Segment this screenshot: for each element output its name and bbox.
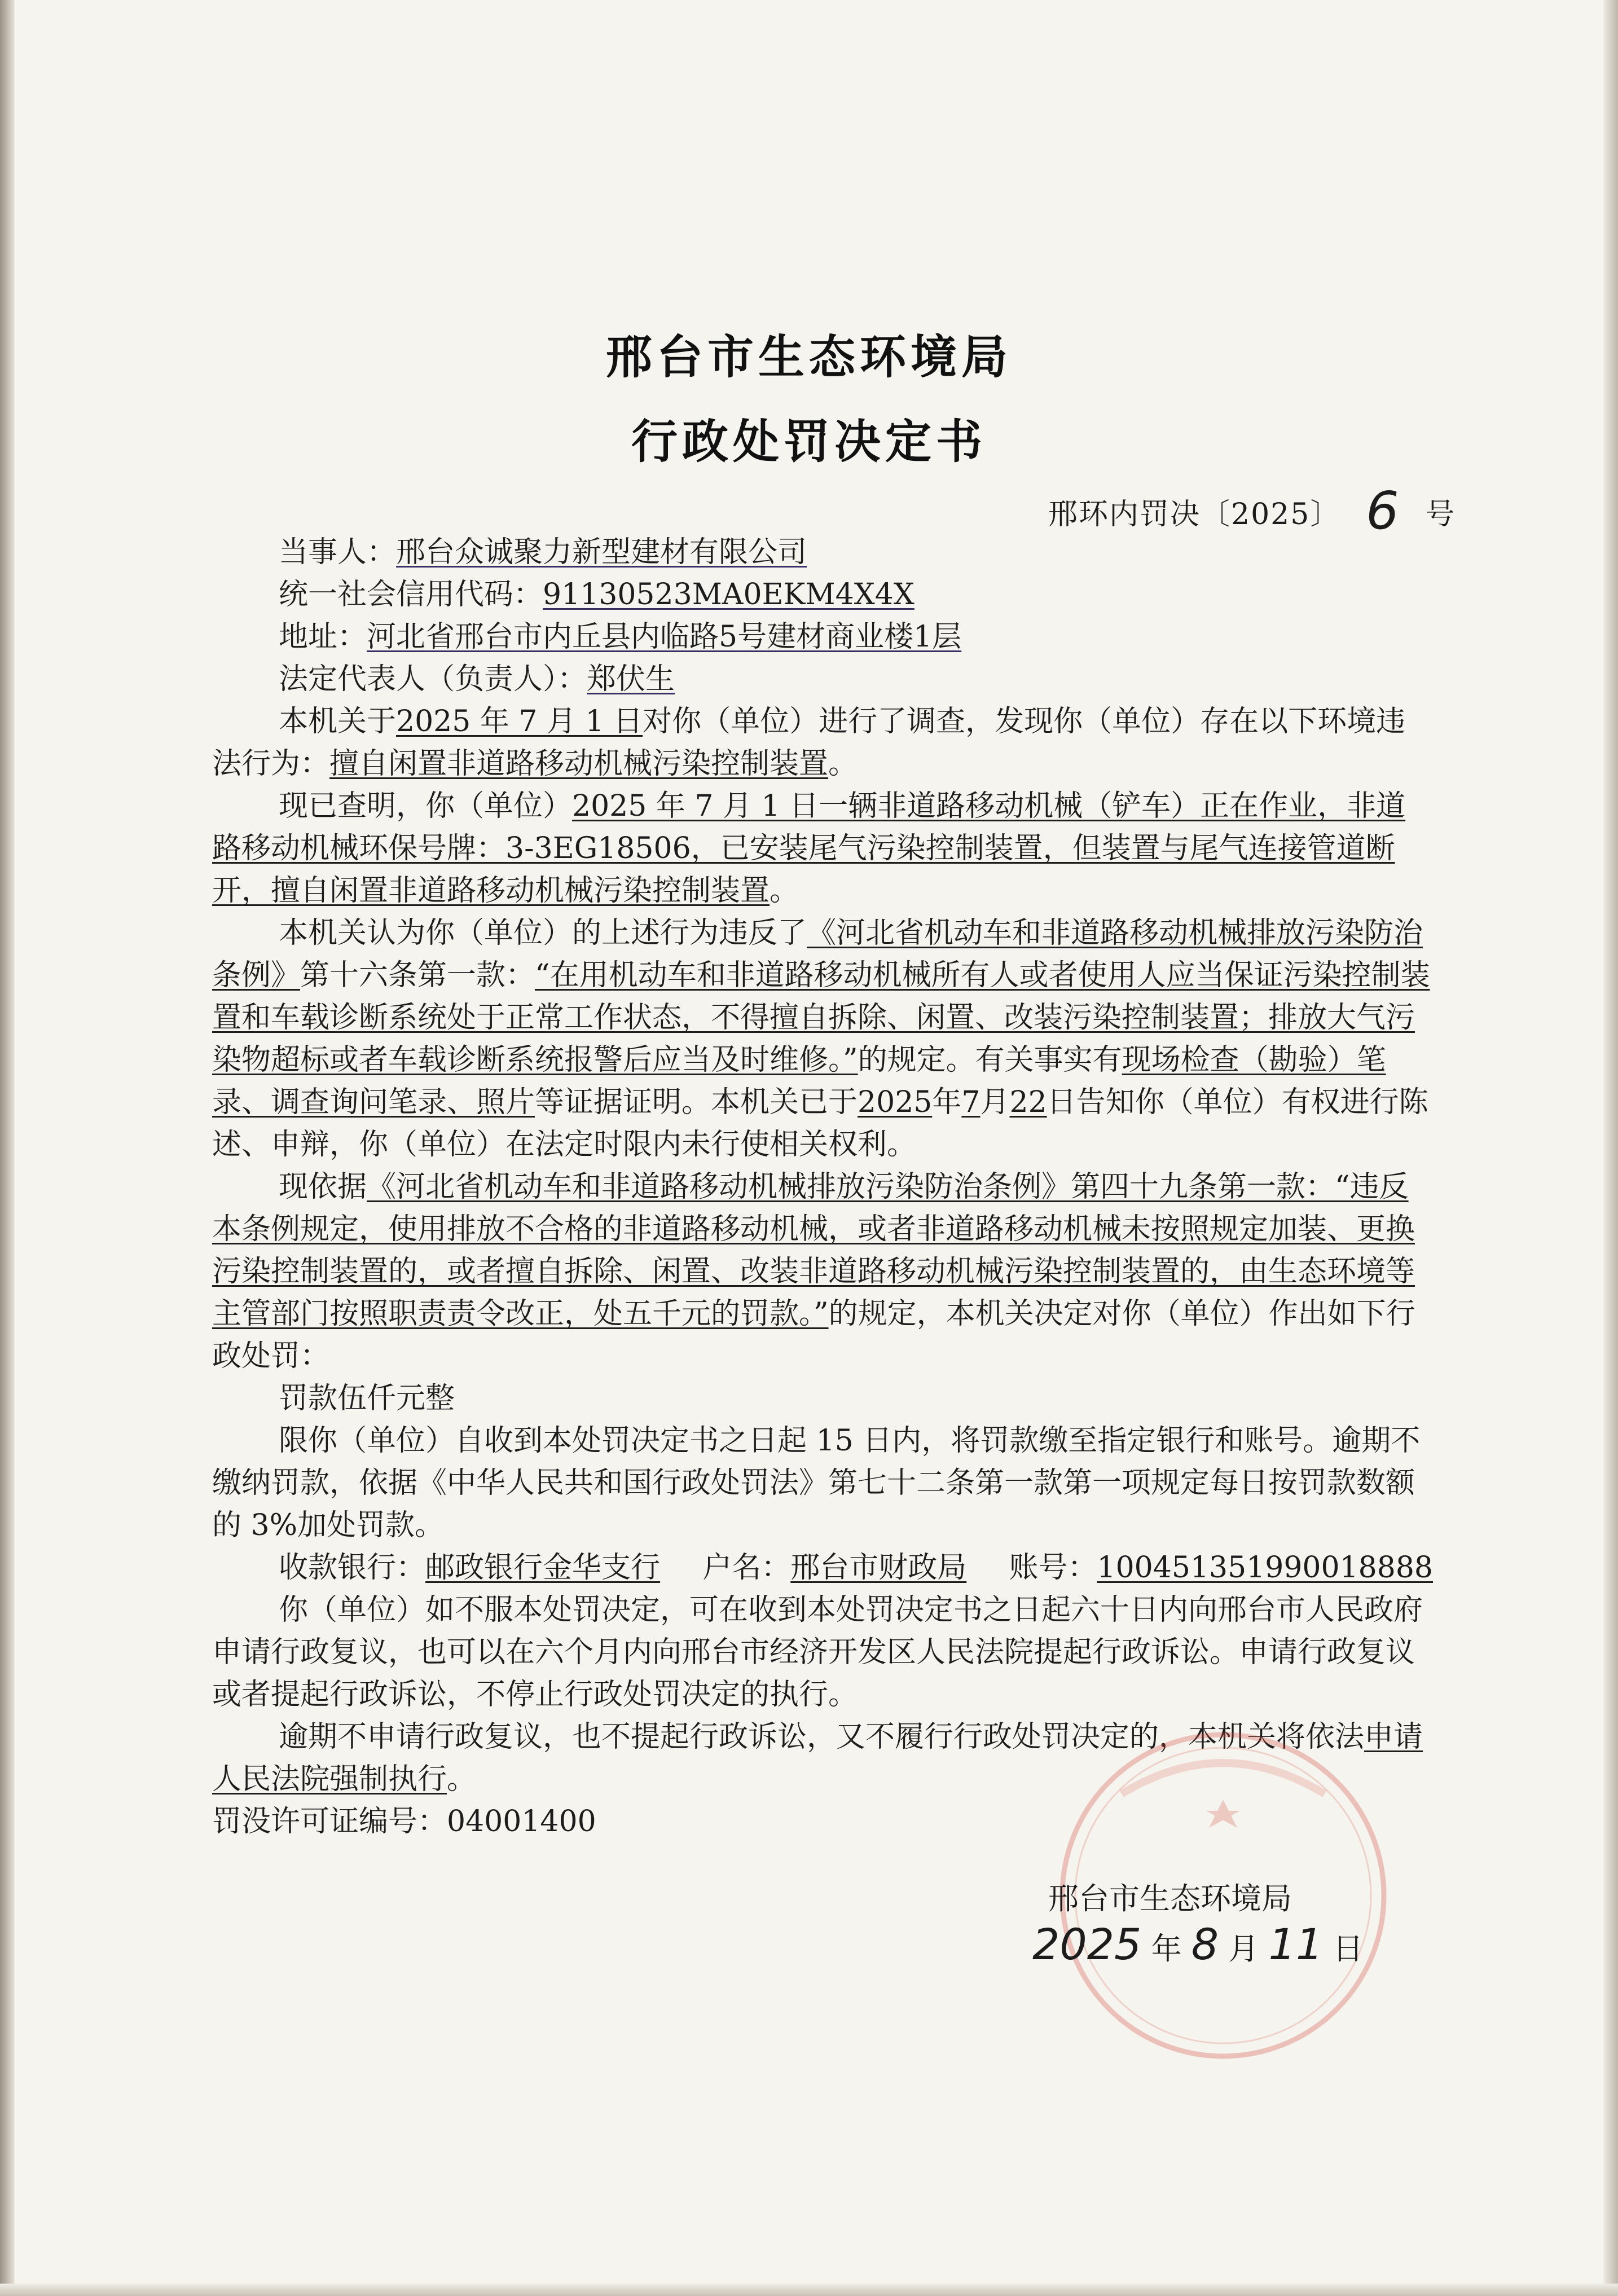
party-name: 邢台众诚聚力新型建材有限公司 — [396, 535, 807, 569]
text-segment: 。 — [447, 1762, 477, 1796]
issuing-agency: 邢台市生态环境局 — [1048, 1881, 1292, 1916]
text-segment: 等证据证明。本机关已于 — [535, 1085, 858, 1119]
holder-field — [702, 1547, 966, 1589]
text-segment: 月 — [980, 1085, 1010, 1119]
investigation-paragraph — [212, 701, 1433, 785]
date-year-unit: 年 — [1151, 1931, 1182, 1967]
text-segment: 现已查明，你（单位） — [279, 789, 573, 823]
text-segment: 日告知你（单位）有权进行陈述、申辩，你（单位）在法定时限内未行使相关权利。 — [212, 1085, 1428, 1162]
bank-name: 邮政银行金华支行 — [425, 1551, 661, 1585]
text-segment: 第十六条第一款： — [300, 958, 535, 992]
agency-title: 邢台市生态环境局 — [605, 330, 1012, 384]
doc-number-handwritten: 6 — [1366, 481, 1400, 541]
text-segment: 的规定，本机关决定对你（单位）作出如下行政处罚： — [212, 1297, 1415, 1373]
facts-detail: 2025 年 7 月 1 日一辆非道路移动机械（铲车）正在作业，非道路移动机械环保号牌：3-3EG18506，已安装尾气污染控制装置，但装置与尾气连接管道断开，擅自闲置非道路移动机械污染控制装置 — [212, 789, 1406, 908]
legal-rep-line — [212, 658, 1433, 701]
bank-label: 收款银行： — [279, 1551, 426, 1585]
penalty-law-citation: 《河北省机动车和非道路移动机械排放污染防治条例》第四十九条第一款：“违反本条例规定，使用排放不合格的非道路移动机械，或者非道路移动机械未按照规定加装、更换污染控制装置的，或者擅自拆除、闲置、改装非道路移动机械污染控制装置的，由生态环境等主管部门按照职责责令改正，处五千元的罚款。” — [212, 1170, 1415, 1331]
signature-date — [1032, 1919, 1363, 1969]
date-day-unit: 日 — [1333, 1931, 1364, 1967]
text-segment: 逾期不申请行政复议，也不提起行政诉讼，又不履行行政处罚决定的，本机关将依法 — [279, 1720, 1365, 1754]
notice-year: 2025 — [858, 1085, 933, 1119]
license-label: 罚没许可证编号： — [212, 1805, 447, 1838]
date-month-unit: 月 — [1228, 1931, 1259, 1967]
address-label: 地址： — [279, 620, 367, 654]
doc-number-suffix: 号 — [1425, 498, 1456, 531]
holder-label: 户名： — [702, 1551, 791, 1585]
scan-edge-bottom — [0, 2284, 1618, 2296]
evidence-list: 现场检查（勘验）笔录、调查询问笔录、照片 — [212, 1043, 1386, 1119]
law-citation: 《河北省机动车和非道路移动机械排放污染防治条例》 — [212, 916, 1423, 992]
document-body — [212, 531, 1433, 1843]
text-segment: 本机关于 — [279, 705, 397, 738]
address-line — [212, 616, 1433, 658]
account-holder: 邢台市财政局 — [790, 1551, 967, 1585]
seal-star-icon — [1206, 1800, 1240, 1828]
notice-month: 7 — [961, 1085, 981, 1119]
bank-field — [279, 1547, 660, 1589]
date-day-handwritten: 11 — [1268, 1919, 1324, 1969]
account-number: 100451351990018888 — [1097, 1551, 1433, 1585]
violation-paragraph — [212, 912, 1433, 1166]
account-field — [1009, 1547, 1433, 1589]
investigation-date: 2025 年 7 月 1 日 — [396, 705, 643, 738]
penalty-amount: 罚款伍仟元整 — [279, 1382, 455, 1415]
basis-paragraph — [212, 1166, 1433, 1378]
document-title: 行政处罚决定书 — [631, 415, 987, 469]
account-label: 账号： — [1009, 1551, 1097, 1585]
text-segment: 。 — [828, 747, 858, 781]
credit-code-label: 统一社会信用代码： — [279, 578, 543, 612]
law-quote: “在用机动车和非道路移动机械所有人或者使用人应当保证污染控制装置和车载诊断系统处于正常工作状态，不得擅自拆除、闲置、改装污染控制装置；排放大气污染物超标或者车载诊断系统报警后应当及时维修。” — [212, 958, 1430, 1077]
party-name-label: 当事人： — [279, 535, 397, 569]
date-month-handwritten: 8 — [1191, 1919, 1219, 1969]
bank-info-row — [212, 1547, 1433, 1589]
credit-code: 91130523MA0EKM4X4X — [543, 578, 914, 612]
text-segment: 。 — [770, 874, 799, 908]
seal-lettering-arc — [1122, 1763, 1325, 1794]
text-segment: 本机关认为你（单位）的上述行为违反了 — [279, 916, 807, 950]
date-year-handwritten: 2025 — [1032, 1919, 1142, 1969]
doc-number-prefix: 邢环内罚决〔2025〕 — [1048, 498, 1341, 531]
violation-summary: 擅自闲置非道路移动机械污染控制装置 — [329, 747, 829, 781]
facts-paragraph — [212, 785, 1433, 912]
credit-code-line — [212, 574, 1433, 616]
legal-rep-label: 法定代表人（负责人）： — [279, 662, 587, 696]
appeal-paragraph: 你（单位）如不服本处罚决定，可在收到本处罚决定书之日起六十日内向邢台市人民政府申请行政复议，也可以在六个月内向邢台市经济开发区人民法院提起行政诉讼。申请行政复议或者提起行政诉讼，不停止行政处罚决定的执行。 — [212, 1593, 1423, 1712]
text-segment: 年 — [932, 1085, 962, 1119]
text-segment: 现依据 — [279, 1170, 367, 1204]
legal-rep: 郑伏生 — [587, 662, 675, 696]
payment-paragraph: 限你（单位）自收到本处罚决定书之日起 15 日内，将罚款缴至指定银行和账号。逾期不缴纳罚款，依据《中华人民共和国行政处罚法》第七十二条第一款第一项规定每日按罚款数额的 3%加处罚款。 — [212, 1424, 1421, 1542]
text-segment: 对你（单位）进行了调查，发现你（单位）存在以下环境违法行为： — [212, 705, 1406, 781]
text-segment: 的规定。有关事实有 — [858, 1043, 1122, 1077]
enforcement-action: 申请人民法院强制执行 — [212, 1720, 1423, 1796]
notice-day: 22 — [1009, 1085, 1047, 1119]
party-name-line — [212, 531, 1433, 574]
license-number: 04001400 — [447, 1805, 596, 1838]
address: 河北省邢台市内丘县内临路5号建材商业楼1层 — [367, 620, 962, 654]
